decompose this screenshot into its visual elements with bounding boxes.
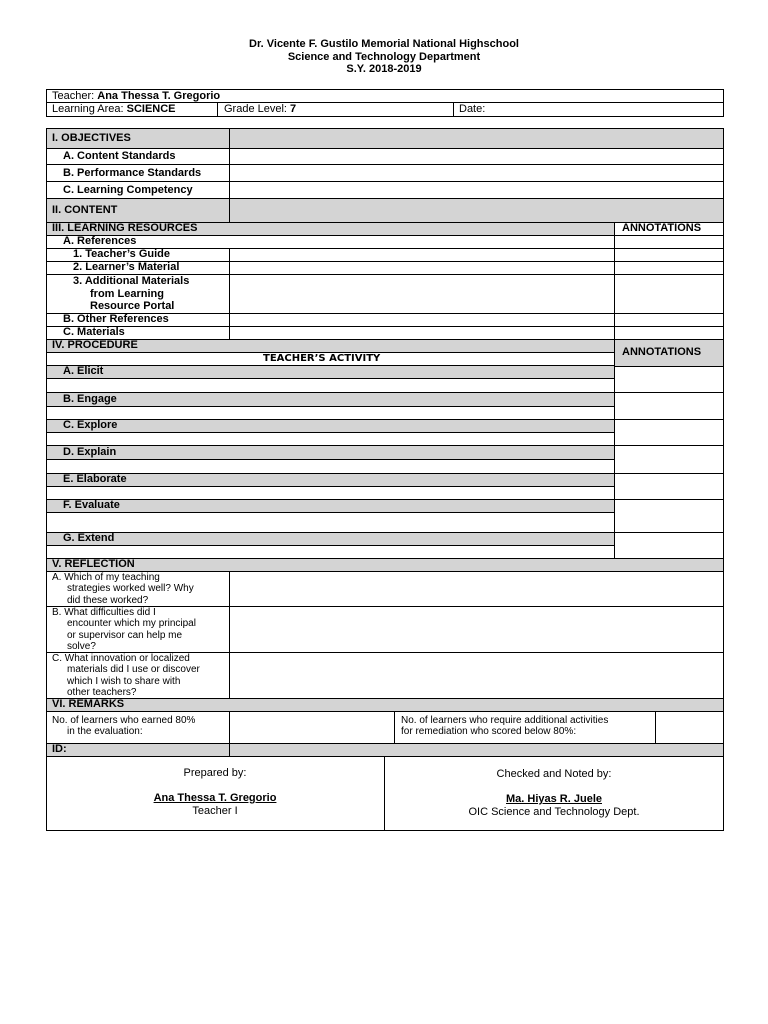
step-extend: G. Extend [63, 532, 115, 544]
earned-line-2: in the evaluation: [67, 726, 143, 738]
grade-level-value: 7 [290, 103, 297, 115]
learning-resources-heading: III. LEARNING RESOURCES [52, 222, 198, 234]
step-explain: D. Explain [63, 446, 117, 458]
learners-earned-80-label [52, 715, 195, 738]
checked-by-label: Checked and Noted by: [496, 768, 612, 780]
document-header [0, 38, 768, 76]
reflection-heading: V. REFLECTION [52, 558, 135, 570]
learning-area-field [52, 103, 176, 115]
procedure-annotations-heading: ANNOTATIONS [622, 346, 702, 358]
reflection-a-line-3: did these worked? [67, 594, 149, 606]
resources-annotations-heading: ANNOTATIONS [622, 222, 702, 234]
reflection-question-c [52, 653, 200, 698]
learners-material-label: 2. Learner’s Material [73, 261, 180, 273]
prepared-by-title: Teacher I [192, 805, 238, 817]
step-explore: C. Explore [63, 419, 118, 431]
reflection-b-line-3: or supervisor can help me [67, 629, 183, 641]
reflection-c-line-2: materials did I use or discover [67, 664, 200, 676]
reflection-c-line-4: other teachers? [67, 686, 137, 698]
performance-standards-label: B. Performance Standards [63, 167, 202, 179]
reflection-question-b [52, 607, 196, 652]
additional-materials-label: 3. Additional Materials [73, 275, 190, 287]
reflection-b-line-4: solve? [67, 640, 96, 652]
step-engage: B. Engage [63, 393, 117, 405]
learning-area-value: SCIENCE [126, 103, 176, 115]
remarks-heading: VI. REMARKS [52, 698, 125, 710]
remediation-line-1: No. of learners who require additional activities [401, 715, 609, 726]
reflection-b-line-1: B. What difficulties did I [52, 607, 156, 618]
reflection-b-line-2: encounter which my principal [67, 618, 196, 630]
prepared-by-name: Ana Thessa T. Gregorio [153, 792, 277, 804]
objectives-heading: I. OBJECTIVES [52, 132, 131, 144]
content-standards-label: A. Content Standards [63, 150, 176, 162]
checked-by-name: Ma. Hiyas R. Juele [506, 793, 602, 805]
teachers-activity-heading: TEACHER’S ACTIVITY [263, 353, 381, 364]
learning-competency-label: C. Learning Competency [63, 184, 193, 196]
content-heading: II. CONTENT [52, 204, 118, 216]
prepared-by-block [46, 767, 384, 818]
reflection-c-line-1: C. What innovation or localized [52, 653, 190, 664]
teacher-field [52, 90, 220, 102]
date-label: Date: [459, 103, 486, 115]
procedure-heading: IV. PROCEDURE [52, 339, 138, 351]
prepared-by-label: Prepared by: [183, 767, 247, 779]
reflection-a-line-2: strategies worked well? Why [67, 583, 194, 595]
additional-materials-label-2: from Learning [90, 288, 164, 300]
department-name: Science and Technology Department [287, 50, 481, 63]
school-name: Dr. Vicente F. Gustilo Memorial National Highschool [249, 38, 519, 50]
reflection-question-a [52, 572, 194, 606]
other-references-label: B. Other References [63, 313, 169, 325]
grade-level-field [224, 103, 296, 115]
id-label: ID: [52, 743, 67, 755]
school-year: S.Y. 2018-2019 [346, 63, 422, 75]
grade-level-label: Grade Level: [224, 103, 287, 115]
additional-materials-label-3: Resource Portal [90, 300, 175, 312]
remediation-line-2: for remediation who scored below 80%: [401, 726, 577, 738]
checked-by-title: OIC Science and Technology Dept. [468, 806, 640, 818]
learners-remediation-label [401, 715, 608, 738]
checked-by-block [385, 768, 723, 819]
step-elaborate: E. Elaborate [63, 473, 127, 485]
earned-line-1: No. of learners who earned 80% [52, 715, 196, 726]
materials-label: C. Materials [63, 326, 125, 338]
reflection-c-line-3: which I wish to share with [67, 675, 181, 687]
references-label: A. References [63, 235, 137, 247]
reflection-a-line-1: A. Which of my teaching [52, 572, 160, 583]
step-elicit: A. Elicit [63, 365, 104, 377]
step-evaluate: F. Evaluate [63, 499, 120, 511]
learning-area-label: Learning Area: [52, 103, 124, 115]
teacher-name: Ana Thessa T. Gregorio [97, 90, 221, 102]
teachers-guide-label: 1. Teacher’s Guide [73, 248, 171, 260]
teacher-label: Teacher: [52, 90, 95, 102]
